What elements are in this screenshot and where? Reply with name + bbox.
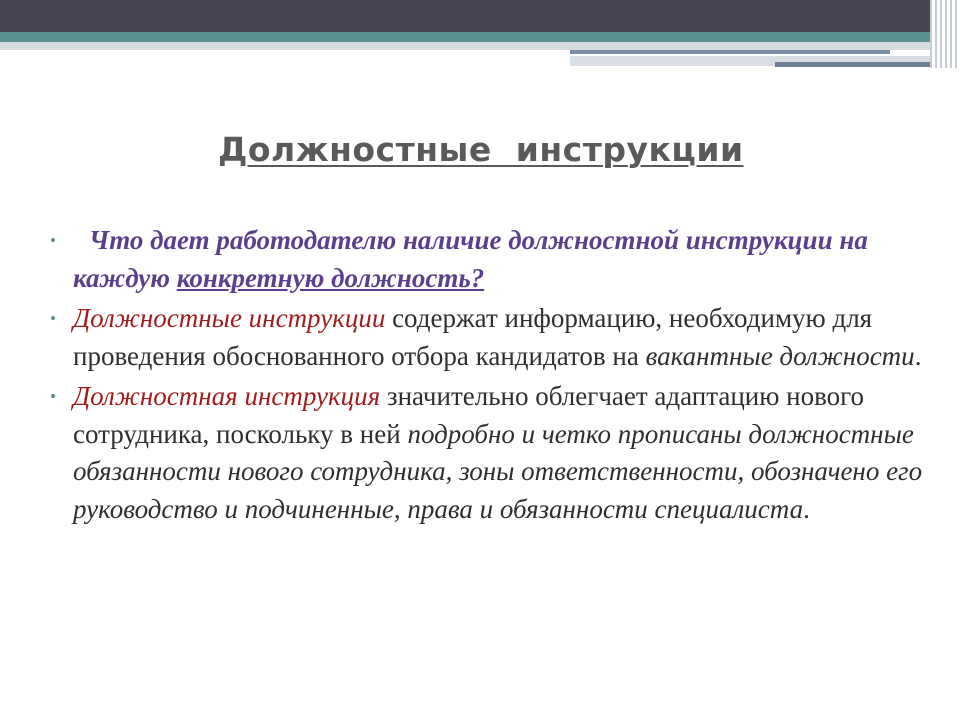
question-text-underlined: конкретную должность? [176,262,485,293]
header-dark-bar [0,0,960,32]
header-teal-bar [0,32,960,42]
question-text [73,225,868,293]
body-text: значительно облегчает адаптацию нового сотрудника, поскольку в ней [73,381,865,449]
sentence-end: . [803,493,810,524]
slide-body [44,222,924,531]
bullet-question [44,222,924,297]
body-text: содержат информацию, необходимую для проведения обоснованного отбора кандидатов на [73,303,873,371]
bullet-adaptation [44,378,924,528]
highlight-term: Должностная инструкция [73,381,381,411]
bullet-selection [44,300,924,375]
question-text-part1: Что дает работодателю наличие должностной инструкции на каждую [73,225,868,293]
header-corner-lines [930,0,960,68]
header-stripe-blue [570,50,890,54]
italic-text: подробно и четко прописаны должностные обязанности нового сотрудника, зоны ответственности, обозначено его руководство и подчиненные, права и обязанности специалиста [73,418,923,524]
bullet-dot-icon: • [50,231,56,250]
bullet-dot-icon: • [50,309,56,328]
slide-title: Должностные инструкции [218,130,744,169]
bullet-dot-icon: • [50,387,56,406]
italic-text: вакантные должности [645,340,915,371]
sentence-end: . [914,340,922,371]
header-light-bar [0,42,960,50]
highlight-term: Должностные инструкции [73,303,386,333]
header-stripe-dark [775,62,945,67]
